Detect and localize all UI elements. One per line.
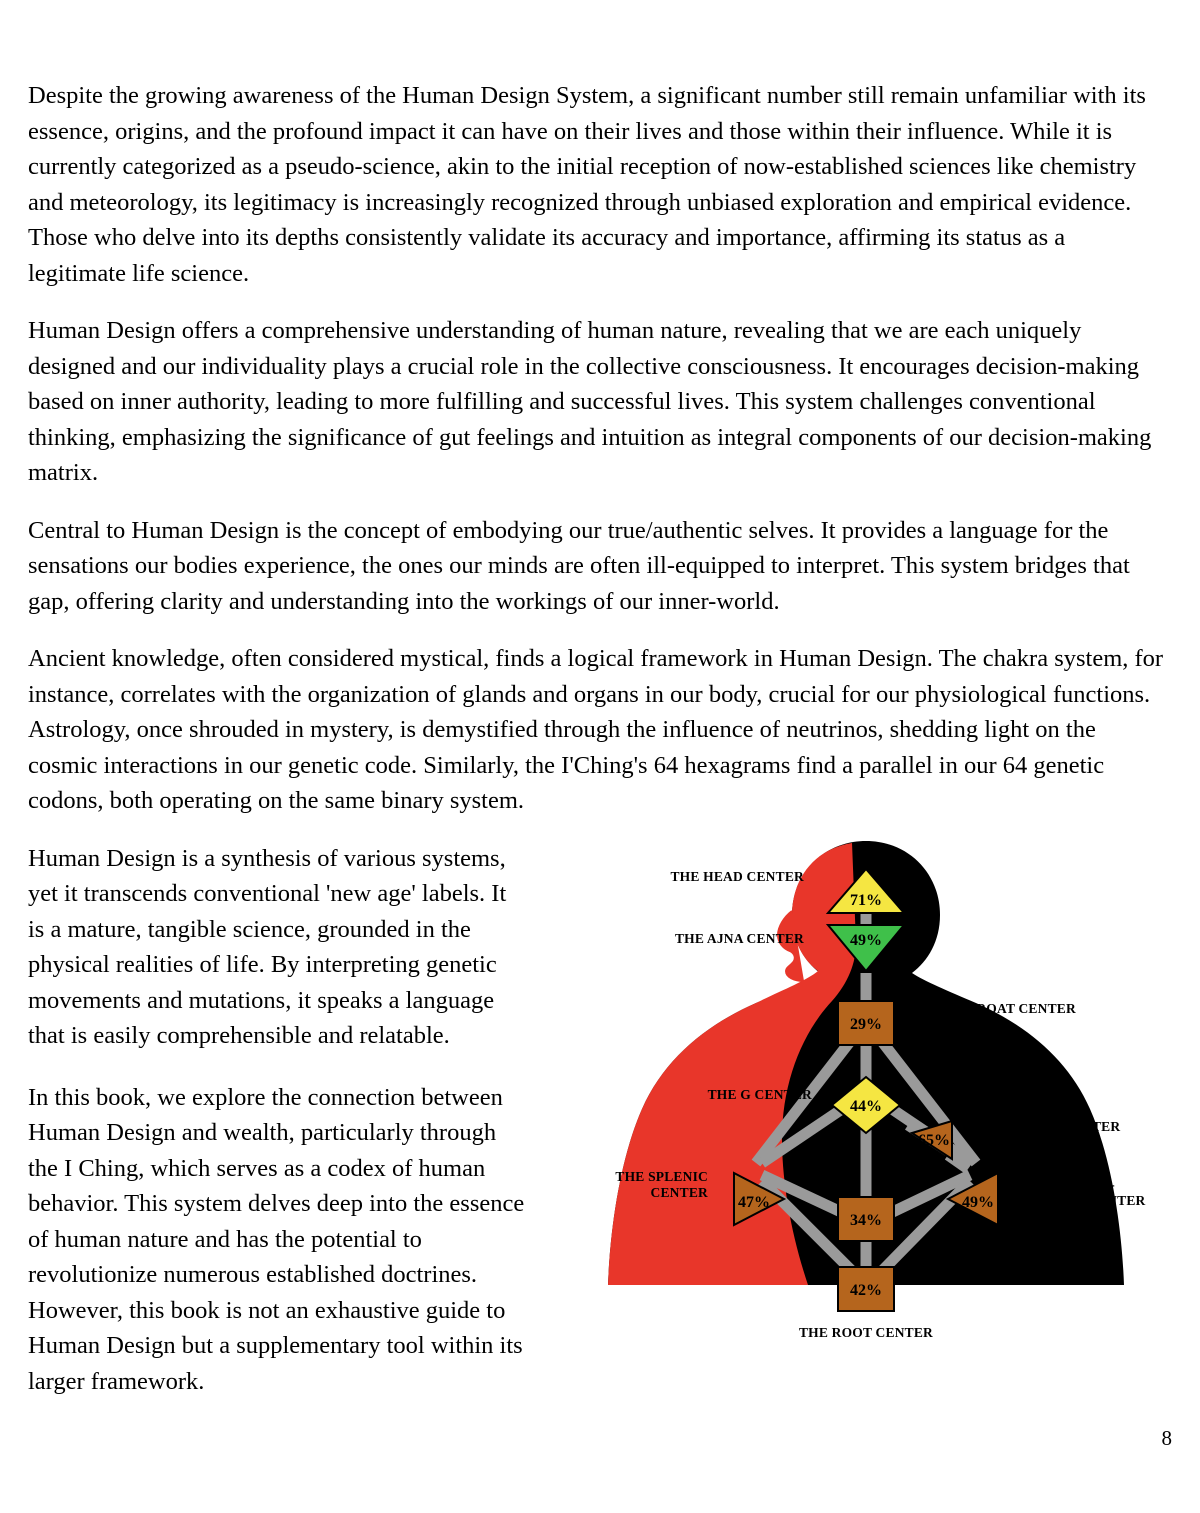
center-sacral[interactable] [838, 1197, 894, 1241]
center-solar-plexus-value: 49% [962, 1193, 994, 1211]
paragraph-5: Human Design is a synthesis of various systems, yet it transcends conventional 'new age' labels. It is a mature, tangible science, grounded in the physical realities of life. By interpreting genetic movements and mutations, it speaks a language that is easily comprehensible and relatable. [28, 844, 507, 1049]
center-root[interactable] [838, 1267, 894, 1311]
label-g-center: THE G CENTER [707, 1086, 812, 1102]
center-ajna-value: 49% [850, 931, 882, 949]
page-content [28, 78, 1168, 1425]
label-head-center: THE HEAD CENTER [670, 868, 804, 884]
paragraph-6: In this book, we explore the connection between Human Design and wealth, particularly through the I Ching, which serves as a codex of human behavior. This system delves deep into the essence of human nature and has the potential to revolutionize numerous established doctrines. However, this book is not an exhaustive guide to Human Design but a supplementary tool within its larger framework. [28, 1083, 525, 1395]
paragraph-2: Human Design offers a comprehensive understanding of human nature, revealing that we are each uniquely designed and our individuality plays a crucial role in the collective consciousness. It encourages decision-making based on inner authority, leading to more fulfilling and successful lives. This system challenges conventional thinking, emphasizing the significance of gut feelings and intuition as integral components of our decision-making matrix. [28, 317, 1152, 486]
label-throat-center: THE THROAT CENTER [924, 1000, 1076, 1016]
paragraph-1: Despite the growing awareness of the Human Design System, a significant number still remain unfamiliar with its essence, origins, and the profound impact it can have on their lives and those within their influence. While it is currently categorized as a pseudo-science, akin to the initial reception of now-established sciences like chemistry and meteorology, its legitimacy is increasingly recognized through unbiased exploration and empirical evidence. Those who delve into its depths consistently validate its accuracy and importance, affirming its status as a legitimate life science. [28, 82, 1146, 287]
bodygraph-figure [556, 833, 1176, 1373]
label-splenic-center-line1: THE SPLENIC [615, 1168, 708, 1184]
center-throat-value: 29% [850, 1015, 882, 1033]
label-solar-plexus-center-line1: THE SOLAR- [1030, 1176, 1115, 1192]
center-g-value: 44% [850, 1097, 882, 1115]
center-root-value: 42% [850, 1281, 882, 1299]
paragraph-3: Central to Human Design is the concept of embodying our true/authentic selves. It provides a language for the sensations our bodies experience, the ones our minds are often ill-equipped to interpret. This system bridges that gap, offering clarity and understanding into the workings of our inner-world. [28, 516, 1130, 615]
left-text-column [28, 841, 528, 1400]
lower-section [28, 841, 1168, 1400]
label-solar-plexus-center-line2: PLEXUS CENTER [1030, 1192, 1146, 1208]
label-root-center: THE ROOT CENTER [798, 1324, 934, 1340]
label-splenic-center-line2: CENTER [650, 1184, 708, 1200]
label-ajna-center: THE AJNA CENTER [674, 930, 804, 946]
center-splenic-value: 47% [738, 1193, 770, 1211]
center-sacral-value: 34% [850, 1211, 882, 1229]
page-number: 8 [1161, 1426, 1172, 1450]
center-ego-value: 65% [918, 1131, 950, 1149]
paragraph-4: Ancient knowledge, often considered mystical, finds a logical framework in Human Design. The chakra system, for instance, correlates with the organization of glands and organs in our body, crucial for our physiological functions. Astrology, once shrouded in mystery, is demystified through the influence of neutrinos, shedding light on the cosmic interactions in our genetic code. Similarly, the I'Ching's 64 hexagrams find a parallel in our 64 genetic codons, both operating on the same binary system. [28, 645, 1164, 814]
center-head-value: 71% [850, 891, 882, 909]
label-ego-center: THE EGO CENTER [996, 1118, 1121, 1134]
center-throat[interactable] [838, 1001, 894, 1045]
